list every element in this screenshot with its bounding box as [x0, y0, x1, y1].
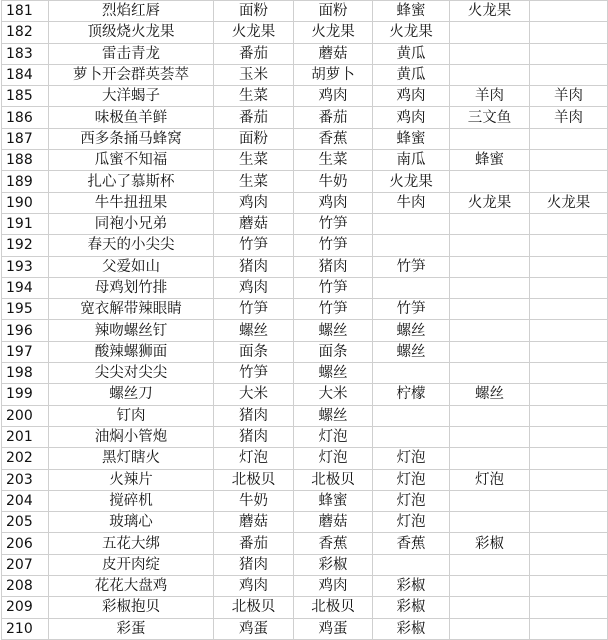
ingredient-cell[interactable]: 鸡蛋: [214, 618, 294, 639]
recipe-name-cell[interactable]: 味极鱼羊鲜: [49, 107, 214, 128]
ingredient-cell[interactable]: 鸡肉: [294, 576, 373, 597]
recipe-name-cell[interactable]: 辣吻螺丝钉: [49, 320, 214, 341]
ingredient-cell[interactable]: [373, 554, 450, 575]
row-number-cell[interactable]: 204: [2, 490, 49, 511]
ingredient-cell[interactable]: 鸡肉: [294, 86, 373, 107]
ingredient-cell[interactable]: 香蕉: [373, 533, 450, 554]
recipe-name-cell[interactable]: 搅碎机: [49, 490, 214, 511]
ingredient-cell[interactable]: 猪肉: [214, 426, 294, 447]
recipe-name-cell[interactable]: 扎心了慕斯杯: [49, 171, 214, 192]
ingredient-cell[interactable]: [450, 320, 530, 341]
ingredient-cell[interactable]: 大米: [214, 384, 294, 405]
ingredient-cell[interactable]: 火龙果: [214, 22, 294, 43]
ingredient-cell[interactable]: [373, 277, 450, 298]
ingredient-cell[interactable]: [530, 554, 608, 575]
ingredient-cell[interactable]: 猪肉: [214, 554, 294, 575]
ingredient-cell[interactable]: 火龙果: [530, 192, 608, 213]
ingredient-cell[interactable]: [530, 171, 608, 192]
table-row[interactable]: [2, 150, 608, 171]
ingredient-cell[interactable]: [450, 554, 530, 575]
table-row[interactable]: [2, 235, 608, 256]
row-number-cell[interactable]: 182: [2, 22, 49, 43]
table-row[interactable]: [2, 256, 608, 277]
table-row[interactable]: [2, 320, 608, 341]
ingredient-cell[interactable]: 螺丝: [450, 384, 530, 405]
table-row[interactable]: [2, 86, 608, 107]
ingredient-cell[interactable]: [530, 533, 608, 554]
ingredient-cell[interactable]: [373, 363, 450, 384]
row-number-cell[interactable]: 202: [2, 448, 49, 469]
ingredient-cell[interactable]: 火龙果: [294, 22, 373, 43]
ingredient-cell[interactable]: 羊肉: [530, 107, 608, 128]
ingredient-cell[interactable]: 鸡肉: [294, 192, 373, 213]
ingredient-cell[interactable]: [530, 512, 608, 533]
row-number-cell[interactable]: 186: [2, 107, 49, 128]
row-number-cell[interactable]: 198: [2, 363, 49, 384]
ingredient-cell[interactable]: [450, 512, 530, 533]
recipe-name-cell[interactable]: 火辣片: [49, 469, 214, 490]
table-row[interactable]: [2, 107, 608, 128]
ingredient-cell[interactable]: 彩椒: [373, 597, 450, 618]
ingredient-cell[interactable]: 羊肉: [530, 86, 608, 107]
table-row[interactable]: [2, 128, 608, 149]
table-row[interactable]: [2, 1, 608, 22]
table-row[interactable]: [2, 43, 608, 64]
row-number-cell[interactable]: 181: [2, 1, 49, 22]
ingredient-cell[interactable]: 生菜: [214, 86, 294, 107]
row-number-cell[interactable]: 193: [2, 256, 49, 277]
ingredient-cell[interactable]: 生菜: [214, 171, 294, 192]
table-row[interactable]: [2, 363, 608, 384]
table-row[interactable]: [2, 533, 608, 554]
table-row[interactable]: [2, 171, 608, 192]
ingredient-cell[interactable]: 鸡肉: [214, 576, 294, 597]
ingredient-cell[interactable]: 生菜: [214, 150, 294, 171]
ingredient-cell[interactable]: 竹笋: [294, 213, 373, 234]
ingredient-cell[interactable]: 蜂蜜: [294, 490, 373, 511]
row-number-cell[interactable]: 196: [2, 320, 49, 341]
recipe-name-cell[interactable]: 酸辣螺狮面: [49, 341, 214, 362]
ingredient-cell[interactable]: [530, 341, 608, 362]
row-number-cell[interactable]: 187: [2, 128, 49, 149]
row-number-cell[interactable]: 210: [2, 618, 49, 639]
ingredient-cell[interactable]: [530, 299, 608, 320]
ingredient-cell[interactable]: 鸡蛋: [294, 618, 373, 639]
ingredient-cell[interactable]: [530, 490, 608, 511]
recipe-name-cell[interactable]: 花花大盘鸡: [49, 576, 214, 597]
table-row[interactable]: [2, 554, 608, 575]
ingredient-cell[interactable]: 面条: [294, 341, 373, 362]
recipe-name-cell[interactable]: 皮开肉绽: [49, 554, 214, 575]
ingredient-cell[interactable]: 北极贝: [294, 469, 373, 490]
ingredient-cell[interactable]: 竹笋: [214, 299, 294, 320]
ingredient-cell[interactable]: 火龙果: [373, 171, 450, 192]
ingredient-cell[interactable]: [530, 576, 608, 597]
ingredient-cell[interactable]: 猪肉: [214, 256, 294, 277]
recipe-name-cell[interactable]: 螺丝刀: [49, 384, 214, 405]
ingredient-cell[interactable]: 竹笋: [214, 235, 294, 256]
row-number-cell[interactable]: 208: [2, 576, 49, 597]
ingredient-cell[interactable]: [450, 299, 530, 320]
ingredient-cell[interactable]: 三文鱼: [450, 107, 530, 128]
ingredient-cell[interactable]: [373, 426, 450, 447]
table-row[interactable]: [2, 277, 608, 298]
recipe-name-cell[interactable]: 西多条捅马蜂窝: [49, 128, 214, 149]
ingredient-cell[interactable]: [450, 363, 530, 384]
recipe-name-cell[interactable]: 春天的小尖尖: [49, 235, 214, 256]
row-number-cell[interactable]: 197: [2, 341, 49, 362]
row-number-cell[interactable]: 185: [2, 86, 49, 107]
ingredient-cell[interactable]: 竹笋: [373, 256, 450, 277]
ingredient-cell[interactable]: [450, 213, 530, 234]
ingredient-cell[interactable]: 灯泡: [450, 469, 530, 490]
ingredient-cell[interactable]: 鸡肉: [373, 86, 450, 107]
ingredient-cell[interactable]: 胡萝卜: [294, 64, 373, 85]
recipe-name-cell[interactable]: 彩椒抱贝: [49, 597, 214, 618]
ingredient-cell[interactable]: [450, 341, 530, 362]
recipe-name-cell[interactable]: 顶级烧火龙果: [49, 22, 214, 43]
ingredient-cell[interactable]: 螺丝: [294, 363, 373, 384]
ingredient-cell[interactable]: 灯泡: [214, 448, 294, 469]
ingredient-cell[interactable]: [530, 1, 608, 22]
ingredient-cell[interactable]: 螺丝: [214, 320, 294, 341]
ingredient-cell[interactable]: 竹笋: [214, 363, 294, 384]
recipe-name-cell[interactable]: 尖尖对尖尖: [49, 363, 214, 384]
row-number-cell[interactable]: 189: [2, 171, 49, 192]
ingredient-cell[interactable]: 香蕉: [294, 533, 373, 554]
recipe-name-cell[interactable]: 钉肉: [49, 405, 214, 426]
ingredient-cell[interactable]: 香蕉: [294, 128, 373, 149]
ingredient-cell[interactable]: [530, 43, 608, 64]
table-row[interactable]: [2, 469, 608, 490]
row-number-cell[interactable]: 199: [2, 384, 49, 405]
ingredient-cell[interactable]: [530, 469, 608, 490]
recipe-name-cell[interactable]: 父爱如山: [49, 256, 214, 277]
row-number-cell[interactable]: 184: [2, 64, 49, 85]
ingredient-cell[interactable]: [373, 235, 450, 256]
ingredient-cell[interactable]: 彩椒: [450, 533, 530, 554]
ingredient-cell[interactable]: 番茄: [214, 43, 294, 64]
ingredient-cell[interactable]: [450, 618, 530, 639]
row-number-cell[interactable]: 203: [2, 469, 49, 490]
ingredient-cell[interactable]: 灯泡: [294, 426, 373, 447]
ingredient-cell[interactable]: 黄瓜: [373, 43, 450, 64]
ingredient-cell[interactable]: [530, 64, 608, 85]
ingredient-cell[interactable]: [530, 426, 608, 447]
ingredient-cell[interactable]: 蘑菇: [294, 43, 373, 64]
ingredient-cell[interactable]: 北极贝: [214, 469, 294, 490]
recipe-table-body: [2, 1, 608, 640]
recipe-name-cell[interactable]: 瓜蜜不知福: [49, 150, 214, 171]
table-row[interactable]: [2, 405, 608, 426]
table-row[interactable]: [2, 299, 608, 320]
ingredient-cell[interactable]: 猪肉: [294, 256, 373, 277]
ingredient-cell[interactable]: [530, 384, 608, 405]
recipe-table: [1, 0, 608, 640]
ingredient-cell[interactable]: 柠檬: [373, 384, 450, 405]
row-number-cell[interactable]: 191: [2, 213, 49, 234]
ingredient-cell[interactable]: 螺丝: [373, 320, 450, 341]
ingredient-cell[interactable]: 玉米: [214, 64, 294, 85]
recipe-name-cell[interactable]: 宽衣解带辣眼睛: [49, 299, 214, 320]
ingredient-cell[interactable]: 面粉: [214, 1, 294, 22]
ingredient-cell[interactable]: 蜂蜜: [450, 150, 530, 171]
table-row[interactable]: [2, 576, 608, 597]
ingredient-cell[interactable]: [530, 405, 608, 426]
row-number-cell[interactable]: 200: [2, 405, 49, 426]
ingredient-cell[interactable]: [373, 405, 450, 426]
ingredient-cell[interactable]: [530, 320, 608, 341]
recipe-name-cell[interactable]: 烈焰红唇: [49, 1, 214, 22]
ingredient-cell[interactable]: [450, 426, 530, 447]
row-number-cell[interactable]: 190: [2, 192, 49, 213]
table-row[interactable]: [2, 384, 608, 405]
ingredient-cell[interactable]: 番茄: [294, 107, 373, 128]
ingredient-cell[interactable]: 螺丝: [373, 341, 450, 362]
ingredient-cell[interactable]: 面条: [214, 341, 294, 362]
row-number-cell[interactable]: 206: [2, 533, 49, 554]
ingredient-cell[interactable]: [450, 597, 530, 618]
table-row[interactable]: [2, 512, 608, 533]
ingredient-cell[interactable]: 鸡肉: [373, 107, 450, 128]
ingredient-cell[interactable]: 番茄: [214, 107, 294, 128]
ingredient-cell[interactable]: 灯泡: [373, 490, 450, 511]
ingredient-cell[interactable]: 蜂蜜: [373, 1, 450, 22]
ingredient-cell[interactable]: [450, 256, 530, 277]
ingredient-cell[interactable]: 蘑菇: [294, 512, 373, 533]
row-number-cell[interactable]: 183: [2, 43, 49, 64]
recipe-name-cell[interactable]: 黑灯瞎火: [49, 448, 214, 469]
ingredient-cell[interactable]: [530, 618, 608, 639]
ingredient-cell[interactable]: [530, 448, 608, 469]
recipe-name-cell[interactable]: 大洋蝎子: [49, 86, 214, 107]
ingredient-cell[interactable]: 火龙果: [450, 1, 530, 22]
recipe-name-cell[interactable]: 五花大绑: [49, 533, 214, 554]
ingredient-cell[interactable]: [450, 171, 530, 192]
ingredient-cell[interactable]: 牛奶: [214, 490, 294, 511]
ingredient-cell[interactable]: 大米: [294, 384, 373, 405]
ingredient-cell[interactable]: 灯泡: [373, 469, 450, 490]
table-row[interactable]: [2, 597, 608, 618]
ingredient-cell[interactable]: 竹笋: [294, 235, 373, 256]
ingredient-cell[interactable]: 火龙果: [450, 192, 530, 213]
ingredient-cell[interactable]: 南瓜: [373, 150, 450, 171]
ingredient-cell[interactable]: [450, 64, 530, 85]
ingredient-cell[interactable]: [450, 277, 530, 298]
ingredient-cell[interactable]: 牛奶: [294, 171, 373, 192]
recipe-name-cell[interactable]: 玻璃心: [49, 512, 214, 533]
ingredient-cell[interactable]: 猪肉: [214, 405, 294, 426]
ingredient-cell[interactable]: [530, 363, 608, 384]
ingredient-cell[interactable]: [450, 490, 530, 511]
ingredient-cell[interactable]: 番茄: [214, 533, 294, 554]
row-number-cell[interactable]: 195: [2, 299, 49, 320]
ingredient-cell[interactable]: [530, 256, 608, 277]
ingredient-cell[interactable]: 灯泡: [373, 512, 450, 533]
ingredient-cell[interactable]: 蜂蜜: [373, 128, 450, 149]
ingredient-cell[interactable]: [450, 22, 530, 43]
recipe-name-cell[interactable]: 油焖小管炮: [49, 426, 214, 447]
ingredient-cell[interactable]: [450, 235, 530, 256]
ingredient-cell[interactable]: [530, 22, 608, 43]
ingredient-cell[interactable]: 鸡肉: [214, 277, 294, 298]
ingredient-cell[interactable]: 面粉: [214, 128, 294, 149]
table-row[interactable]: [2, 448, 608, 469]
table-row[interactable]: [2, 213, 608, 234]
ingredient-cell[interactable]: [530, 277, 608, 298]
row-number-cell[interactable]: 188: [2, 150, 49, 171]
ingredient-cell[interactable]: 灯泡: [294, 448, 373, 469]
table-row[interactable]: [2, 490, 608, 511]
ingredient-cell[interactable]: 北极贝: [294, 597, 373, 618]
ingredient-cell[interactable]: [373, 213, 450, 234]
table-row[interactable]: [2, 426, 608, 447]
ingredient-cell[interactable]: 牛肉: [373, 192, 450, 213]
ingredient-cell[interactable]: 竹笋: [294, 277, 373, 298]
ingredient-cell[interactable]: 竹笋: [373, 299, 450, 320]
ingredient-cell[interactable]: [450, 576, 530, 597]
table-row[interactable]: [2, 341, 608, 362]
table-row[interactable]: [2, 618, 608, 639]
ingredient-cell[interactable]: 黄瓜: [373, 64, 450, 85]
row-number-cell[interactable]: 201: [2, 426, 49, 447]
row-number-cell[interactable]: 207: [2, 554, 49, 575]
table-row[interactable]: [2, 64, 608, 85]
ingredient-cell[interactable]: [450, 448, 530, 469]
ingredient-cell[interactable]: 北极贝: [214, 597, 294, 618]
table-row[interactable]: [2, 192, 608, 213]
ingredient-cell[interactable]: [530, 128, 608, 149]
ingredient-cell[interactable]: [450, 405, 530, 426]
row-number-cell[interactable]: 209: [2, 597, 49, 618]
recipe-name-cell[interactable]: 母鸡划竹排: [49, 277, 214, 298]
ingredient-cell[interactable]: 蘑菇: [214, 213, 294, 234]
ingredient-cell[interactable]: [530, 597, 608, 618]
ingredient-cell[interactable]: 彩椒: [373, 576, 450, 597]
ingredient-cell[interactable]: [450, 128, 530, 149]
ingredient-cell[interactable]: 面粉: [294, 1, 373, 22]
ingredient-cell[interactable]: 彩椒: [373, 618, 450, 639]
row-number-cell[interactable]: 194: [2, 277, 49, 298]
ingredient-cell[interactable]: 螺丝: [294, 405, 373, 426]
ingredient-cell[interactable]: 火龙果: [373, 22, 450, 43]
ingredient-cell[interactable]: 彩椒: [294, 554, 373, 575]
table-row[interactable]: [2, 22, 608, 43]
ingredient-cell[interactable]: 鸡肉: [214, 192, 294, 213]
ingredient-cell[interactable]: [530, 150, 608, 171]
ingredient-cell[interactable]: 竹笋: [294, 299, 373, 320]
ingredient-cell[interactable]: [450, 43, 530, 64]
ingredient-cell[interactable]: [530, 213, 608, 234]
recipe-name-cell[interactable]: 雷击青龙: [49, 43, 214, 64]
ingredient-cell[interactable]: 蘑菇: [214, 512, 294, 533]
row-number-cell[interactable]: 205: [2, 512, 49, 533]
ingredient-cell[interactable]: 羊肉: [450, 86, 530, 107]
recipe-name-cell[interactable]: 萝卜开会群英荟萃: [49, 64, 214, 85]
recipe-name-cell[interactable]: 牛牛扭扭果: [49, 192, 214, 213]
recipe-name-cell[interactable]: 同袍小兄弟: [49, 213, 214, 234]
ingredient-cell[interactable]: 灯泡: [373, 448, 450, 469]
row-number-cell[interactable]: 192: [2, 235, 49, 256]
ingredient-cell[interactable]: 螺丝: [294, 320, 373, 341]
recipe-name-cell[interactable]: 彩蛋: [49, 618, 214, 639]
ingredient-cell[interactable]: 生菜: [294, 150, 373, 171]
ingredient-cell[interactable]: [530, 235, 608, 256]
